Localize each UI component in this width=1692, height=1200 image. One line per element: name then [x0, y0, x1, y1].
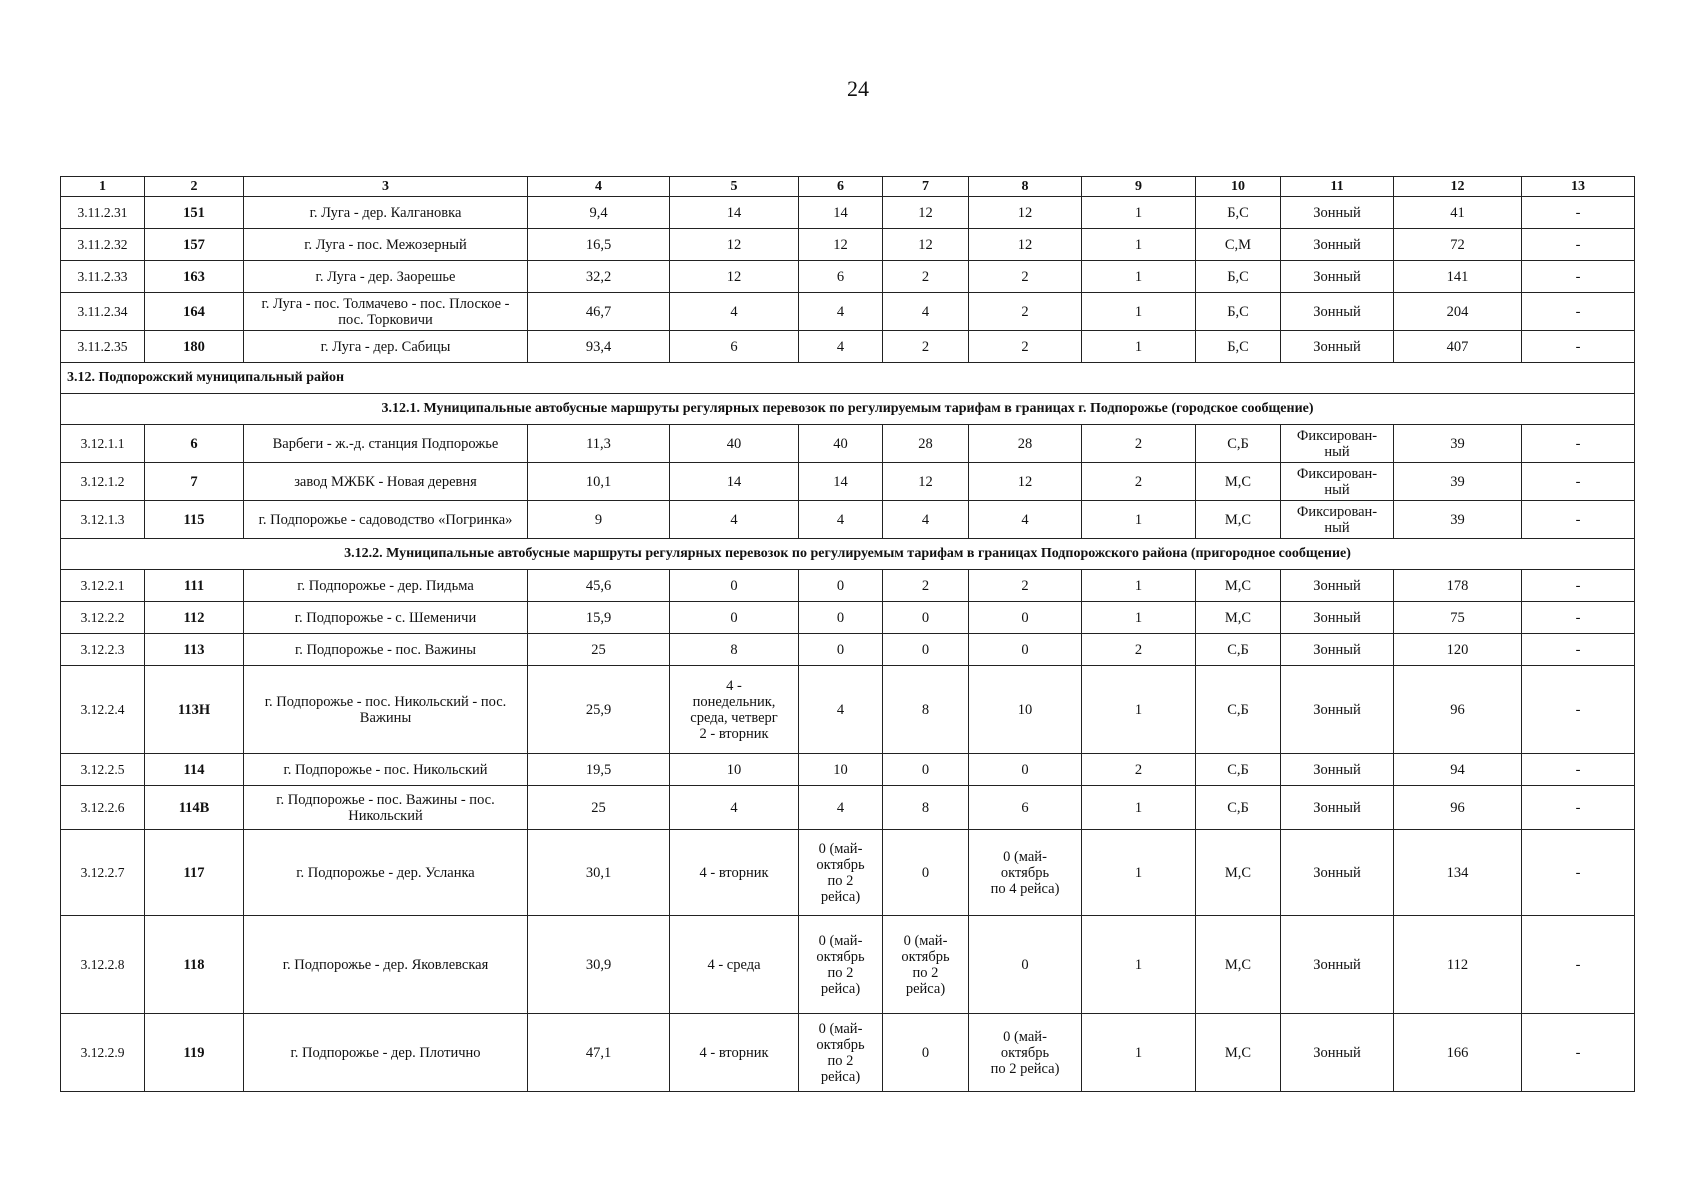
table-cell: 0: [883, 754, 969, 786]
table-row: [61, 830, 1635, 916]
table-cell: -: [1522, 916, 1635, 1014]
table-cell: М,С: [1196, 463, 1281, 501]
table-cell: 40: [799, 425, 883, 463]
table-cell: 3.12.2.2: [61, 602, 145, 634]
table-cell: 8: [883, 666, 969, 754]
table-cell: 32,2: [528, 261, 670, 293]
table-cell: 180: [145, 331, 244, 363]
table-cell: 2: [1082, 463, 1196, 501]
table-cell: 3.11.2.31: [61, 197, 145, 229]
table-cell: 166: [1394, 1014, 1522, 1092]
table-cell: 0: [969, 754, 1082, 786]
table-row: [61, 501, 1635, 539]
table-cell: М,С: [1196, 570, 1281, 602]
header-row: [61, 177, 1635, 197]
table-cell: 0: [670, 570, 799, 602]
table-cell: 1: [1082, 570, 1196, 602]
table-cell: 4: [883, 501, 969, 539]
table-row: [61, 261, 1635, 293]
table-row: [61, 602, 1635, 634]
table-cell: 3.12.2.8: [61, 916, 145, 1014]
table-cell: 4: [799, 786, 883, 830]
table-cell: 134: [1394, 830, 1522, 916]
table-cell: 151: [145, 197, 244, 229]
table-row: [61, 229, 1635, 261]
table-cell: 11,3: [528, 425, 670, 463]
table-cell: 8: [883, 786, 969, 830]
table-cell: С,Б: [1196, 425, 1281, 463]
table-cell: 4: [799, 666, 883, 754]
table-cell: 3.11.2.35: [61, 331, 145, 363]
table-row: [61, 666, 1635, 754]
table-cell: -: [1522, 754, 1635, 786]
table-cell: 119: [145, 1014, 244, 1092]
table-row: [61, 754, 1635, 786]
table-row: [61, 1014, 1635, 1092]
table-cell: 0: [883, 634, 969, 666]
table-cell: 9: [528, 501, 670, 539]
column-header: 9: [1082, 177, 1196, 197]
table-cell: Зонный: [1281, 331, 1394, 363]
column-header: 1: [61, 177, 145, 197]
table-cell: 4: [799, 331, 883, 363]
table-cell: 4: [799, 501, 883, 539]
column-header: 10: [1196, 177, 1281, 197]
table-cell: 12: [670, 261, 799, 293]
table-cell: -: [1522, 1014, 1635, 1092]
table-cell: -: [1522, 197, 1635, 229]
table-cell: г. Подпорожье - садоводство «Погринка»: [244, 501, 528, 539]
table-cell: 0: [969, 916, 1082, 1014]
table-cell: 2: [969, 570, 1082, 602]
table-cell: Зонный: [1281, 229, 1394, 261]
table-cell: 25: [528, 786, 670, 830]
table-cell: 12: [969, 197, 1082, 229]
table-cell: Зонный: [1281, 666, 1394, 754]
table-cell: 96: [1394, 666, 1522, 754]
table-cell: 3.12.2.6: [61, 786, 145, 830]
table-cell: -: [1522, 293, 1635, 331]
table-cell: 3.12.2.9: [61, 1014, 145, 1092]
table-cell: -: [1522, 634, 1635, 666]
table-cell: 2: [883, 331, 969, 363]
table-cell: 6: [145, 425, 244, 463]
table-cell: 141: [1394, 261, 1522, 293]
table-cell: 4 - вторник: [670, 830, 799, 916]
table-cell: 0: [670, 602, 799, 634]
table-cell: 12: [883, 229, 969, 261]
table-cell: 3.12.1.3: [61, 501, 145, 539]
table-cell: 0: [799, 634, 883, 666]
table-cell: 1: [1082, 331, 1196, 363]
table-cell: 4 - вторник: [670, 1014, 799, 1092]
table-cell: 1: [1082, 602, 1196, 634]
table-cell: Зонный: [1281, 197, 1394, 229]
table-cell: 9,4: [528, 197, 670, 229]
table-cell: 0 (май- октябрь по 2 рейса): [799, 1014, 883, 1092]
table-cell: Зонный: [1281, 830, 1394, 916]
table-row: [61, 463, 1635, 501]
table-cell: 112: [145, 602, 244, 634]
table-cell: 12: [969, 463, 1082, 501]
table-cell: 30,1: [528, 830, 670, 916]
table-cell: 25: [528, 634, 670, 666]
table-cell: М,С: [1196, 501, 1281, 539]
table-cell: 118: [145, 916, 244, 1014]
table-cell: Фиксирован- ный: [1281, 463, 1394, 501]
table-cell: С,Б: [1196, 754, 1281, 786]
table-cell: 120: [1394, 634, 1522, 666]
table-cell: Варбеги - ж.-д. станция Подпорожье: [244, 425, 528, 463]
table-cell: 15,9: [528, 602, 670, 634]
column-header: 12: [1394, 177, 1522, 197]
table-cell: 3.11.2.32: [61, 229, 145, 261]
table-cell: 1: [1082, 916, 1196, 1014]
table-cell: -: [1522, 229, 1635, 261]
table-cell: 2: [1082, 754, 1196, 786]
table-cell: г. Подпорожье - пос. Важины: [244, 634, 528, 666]
table-cell: 39: [1394, 425, 1522, 463]
table-cell: 0 (май- октябрь по 4 рейса): [969, 830, 1082, 916]
table-cell: 3.12.1.1: [61, 425, 145, 463]
table-cell: 157: [145, 229, 244, 261]
table-cell: г. Луга - дер. Заорешье: [244, 261, 528, 293]
table-cell: 0 (май- октябрь по 2 рейса): [799, 830, 883, 916]
table-cell: -: [1522, 602, 1635, 634]
table-cell: 39: [1394, 463, 1522, 501]
table-cell: -: [1522, 331, 1635, 363]
table-cell: 3.12.2.5: [61, 754, 145, 786]
table-cell: 41: [1394, 197, 1522, 229]
table-cell: 2: [969, 331, 1082, 363]
table-cell: 4: [883, 293, 969, 331]
table-cell: 1: [1082, 786, 1196, 830]
table-cell: -: [1522, 830, 1635, 916]
table-cell: 112: [1394, 916, 1522, 1014]
table-cell: г. Подпорожье - с. Шеменичи: [244, 602, 528, 634]
table-cell: 28: [969, 425, 1082, 463]
table-cell: 113: [145, 634, 244, 666]
table-cell: 14: [670, 197, 799, 229]
table-cell: 1: [1082, 1014, 1196, 1092]
table-cell: 93,4: [528, 331, 670, 363]
table-cell: 94: [1394, 754, 1522, 786]
table-cell: 1: [1082, 830, 1196, 916]
table-cell: 4: [670, 786, 799, 830]
table-cell: 0: [969, 602, 1082, 634]
table-cell: 178: [1394, 570, 1522, 602]
table-cell: 1: [1082, 229, 1196, 261]
column-header: 8: [969, 177, 1082, 197]
table-cell: 4 - среда: [670, 916, 799, 1014]
table-cell: 0: [883, 830, 969, 916]
section-row: [61, 363, 1635, 394]
table-cell: 163: [145, 261, 244, 293]
table-cell: 1: [1082, 261, 1196, 293]
table-cell: Зонный: [1281, 916, 1394, 1014]
column-header: 3: [244, 177, 528, 197]
table-cell: 72: [1394, 229, 1522, 261]
table-cell: 96: [1394, 786, 1522, 830]
table-cell: Фиксирован- ный: [1281, 425, 1394, 463]
table-cell: -: [1522, 463, 1635, 501]
table-cell: 14: [799, 463, 883, 501]
table-cell: 1: [1082, 197, 1196, 229]
table-row: [61, 916, 1635, 1014]
table-cell: 2: [883, 570, 969, 602]
table-cell: -: [1522, 501, 1635, 539]
table-cell: г. Луга - пос. Толмачево - пос. Плоское - пос. Торковичи: [244, 293, 528, 331]
table-cell: 114: [145, 754, 244, 786]
page-number: 24: [847, 76, 869, 101]
table-cell: 47,1: [528, 1014, 670, 1092]
table-cell: 3.12.2.3: [61, 634, 145, 666]
table-cell: 1: [1082, 666, 1196, 754]
table-row: [61, 197, 1635, 229]
subsection-row: [61, 539, 1635, 570]
table-cell: Б,С: [1196, 261, 1281, 293]
table-cell: 6: [969, 786, 1082, 830]
table-cell: 12: [670, 229, 799, 261]
table-body: [61, 197, 1635, 1092]
table-cell: 12: [883, 197, 969, 229]
table-cell: 12: [883, 463, 969, 501]
table-cell: г. Подпорожье - пос. Важины - пос. Никольский: [244, 786, 528, 830]
table-cell: 4: [670, 293, 799, 331]
table-cell: Зонный: [1281, 602, 1394, 634]
table-cell: г. Подпорожье - дер. Яковлевская: [244, 916, 528, 1014]
table-cell: 117: [145, 830, 244, 916]
table-cell: 0 (май- октябрь по 2 рейса): [799, 916, 883, 1014]
table-cell: С,Б: [1196, 786, 1281, 830]
table-cell: 1: [1082, 501, 1196, 539]
column-header: 2: [145, 177, 244, 197]
table-cell: 0 (май- октябрь по 2 рейса): [969, 1014, 1082, 1092]
table-cell: Зонный: [1281, 634, 1394, 666]
table-cell: 0: [799, 602, 883, 634]
table-cell: 10: [670, 754, 799, 786]
subsection-title: 3.12.1. Муниципальные автобусные маршруты регулярных перевозок по регулируемым тарифам в границах г. Подпорожье (городское сообщение): [61, 394, 1635, 425]
table-cell: Б,С: [1196, 197, 1281, 229]
table-cell: 0: [969, 634, 1082, 666]
table-cell: 4: [670, 501, 799, 539]
table-cell: 6: [670, 331, 799, 363]
table-cell: 10,1: [528, 463, 670, 501]
table-cell: 16,5: [528, 229, 670, 261]
table-cell: г. Подпорожье - дер. Усланка: [244, 830, 528, 916]
table-cell: 1: [1082, 293, 1196, 331]
table-cell: 4 - понедельник, среда, четверг 2 - вторник: [670, 666, 799, 754]
table-cell: 10: [799, 754, 883, 786]
table-cell: 12: [799, 229, 883, 261]
table-cell: 25,9: [528, 666, 670, 754]
table-cell: 164: [145, 293, 244, 331]
table-cell: 3.11.2.33: [61, 261, 145, 293]
table-cell: 2: [969, 261, 1082, 293]
table-cell: 407: [1394, 331, 1522, 363]
table-cell: 114В: [145, 786, 244, 830]
table-cell: 0: [799, 570, 883, 602]
table-cell: 113Н: [145, 666, 244, 754]
table-cell: 0 (май- октябрь по 2 рейса): [883, 916, 969, 1014]
table-cell: 45,6: [528, 570, 670, 602]
table-cell: г. Подпорожье - дер. Пидьма: [244, 570, 528, 602]
table-row: [61, 331, 1635, 363]
table-cell: 30,9: [528, 916, 670, 1014]
table-cell: 14: [799, 197, 883, 229]
table-cell: М,С: [1196, 602, 1281, 634]
table-cell: 12: [969, 229, 1082, 261]
table-cell: 3.12.2.4: [61, 666, 145, 754]
table-cell: 0: [883, 602, 969, 634]
table-cell: 39: [1394, 501, 1522, 539]
table-cell: М,С: [1196, 830, 1281, 916]
table-cell: М,С: [1196, 916, 1281, 1014]
table-cell: 3.12.1.2: [61, 463, 145, 501]
table-cell: 3.12.2.1: [61, 570, 145, 602]
table-row: [61, 425, 1635, 463]
table-cell: 115: [145, 501, 244, 539]
column-header: 6: [799, 177, 883, 197]
column-header: 5: [670, 177, 799, 197]
table-cell: С,Б: [1196, 666, 1281, 754]
table-cell: 3.12.2.7: [61, 830, 145, 916]
table-cell: г. Подпорожье - дер. Плотично: [244, 1014, 528, 1092]
table-cell: г. Луга - дер. Сабицы: [244, 331, 528, 363]
table-cell: Зонный: [1281, 261, 1394, 293]
table-cell: Зонный: [1281, 1014, 1394, 1092]
subsection-row: [61, 394, 1635, 425]
table-cell: 40: [670, 425, 799, 463]
table-row: [61, 786, 1635, 830]
table-cell: Фиксирован- ный: [1281, 501, 1394, 539]
table-cell: -: [1522, 786, 1635, 830]
table-cell: 2: [969, 293, 1082, 331]
table-cell: Зонный: [1281, 570, 1394, 602]
table-cell: 2: [1082, 425, 1196, 463]
table-cell: 204: [1394, 293, 1522, 331]
table-cell: г. Луга - дер. Калгановка: [244, 197, 528, 229]
table-cell: 8: [670, 634, 799, 666]
table-cell: Зонный: [1281, 293, 1394, 331]
column-header: 13: [1522, 177, 1635, 197]
table-cell: С,Б: [1196, 634, 1281, 666]
routes-table: [60, 176, 1635, 1092]
table-cell: завод МЖБК - Новая деревня: [244, 463, 528, 501]
table-cell: Б,С: [1196, 293, 1281, 331]
table-cell: 6: [799, 261, 883, 293]
table-cell: 0: [883, 1014, 969, 1092]
table-cell: Б,С: [1196, 331, 1281, 363]
table-cell: 2: [883, 261, 969, 293]
table-cell: 19,5: [528, 754, 670, 786]
table-cell: 14: [670, 463, 799, 501]
table-cell: 10: [969, 666, 1082, 754]
table-cell: -: [1522, 570, 1635, 602]
table-cell: 75: [1394, 602, 1522, 634]
table-cell: М,С: [1196, 1014, 1281, 1092]
table-row: [61, 570, 1635, 602]
table-cell: -: [1522, 425, 1635, 463]
table-cell: 4: [799, 293, 883, 331]
section-title: 3.12. Подпорожский муниципальный район: [61, 363, 1635, 394]
column-header: 4: [528, 177, 670, 197]
column-header: 7: [883, 177, 969, 197]
table-cell: г. Подпорожье - пос. Никольский - пос. Важины: [244, 666, 528, 754]
table-cell: Зонный: [1281, 754, 1394, 786]
table-cell: С,М: [1196, 229, 1281, 261]
table-cell: 46,7: [528, 293, 670, 331]
table-cell: -: [1522, 666, 1635, 754]
table-cell: Зонный: [1281, 786, 1394, 830]
table-cell: 3.11.2.34: [61, 293, 145, 331]
table-row: [61, 634, 1635, 666]
column-header: 11: [1281, 177, 1394, 197]
subsection-title: 3.12.2. Муниципальные автобусные маршруты регулярных перевозок по регулируемым тарифам в границах Подпорожского района (пригородное сообщение): [61, 539, 1635, 570]
table-cell: 7: [145, 463, 244, 501]
table-cell: г. Луга - пос. Межозерный: [244, 229, 528, 261]
table-cell: 4: [969, 501, 1082, 539]
table-cell: 28: [883, 425, 969, 463]
table-row: [61, 293, 1635, 331]
table-cell: -: [1522, 261, 1635, 293]
table-cell: 111: [145, 570, 244, 602]
table-cell: 2: [1082, 634, 1196, 666]
table-cell: г. Подпорожье - пос. Никольский: [244, 754, 528, 786]
